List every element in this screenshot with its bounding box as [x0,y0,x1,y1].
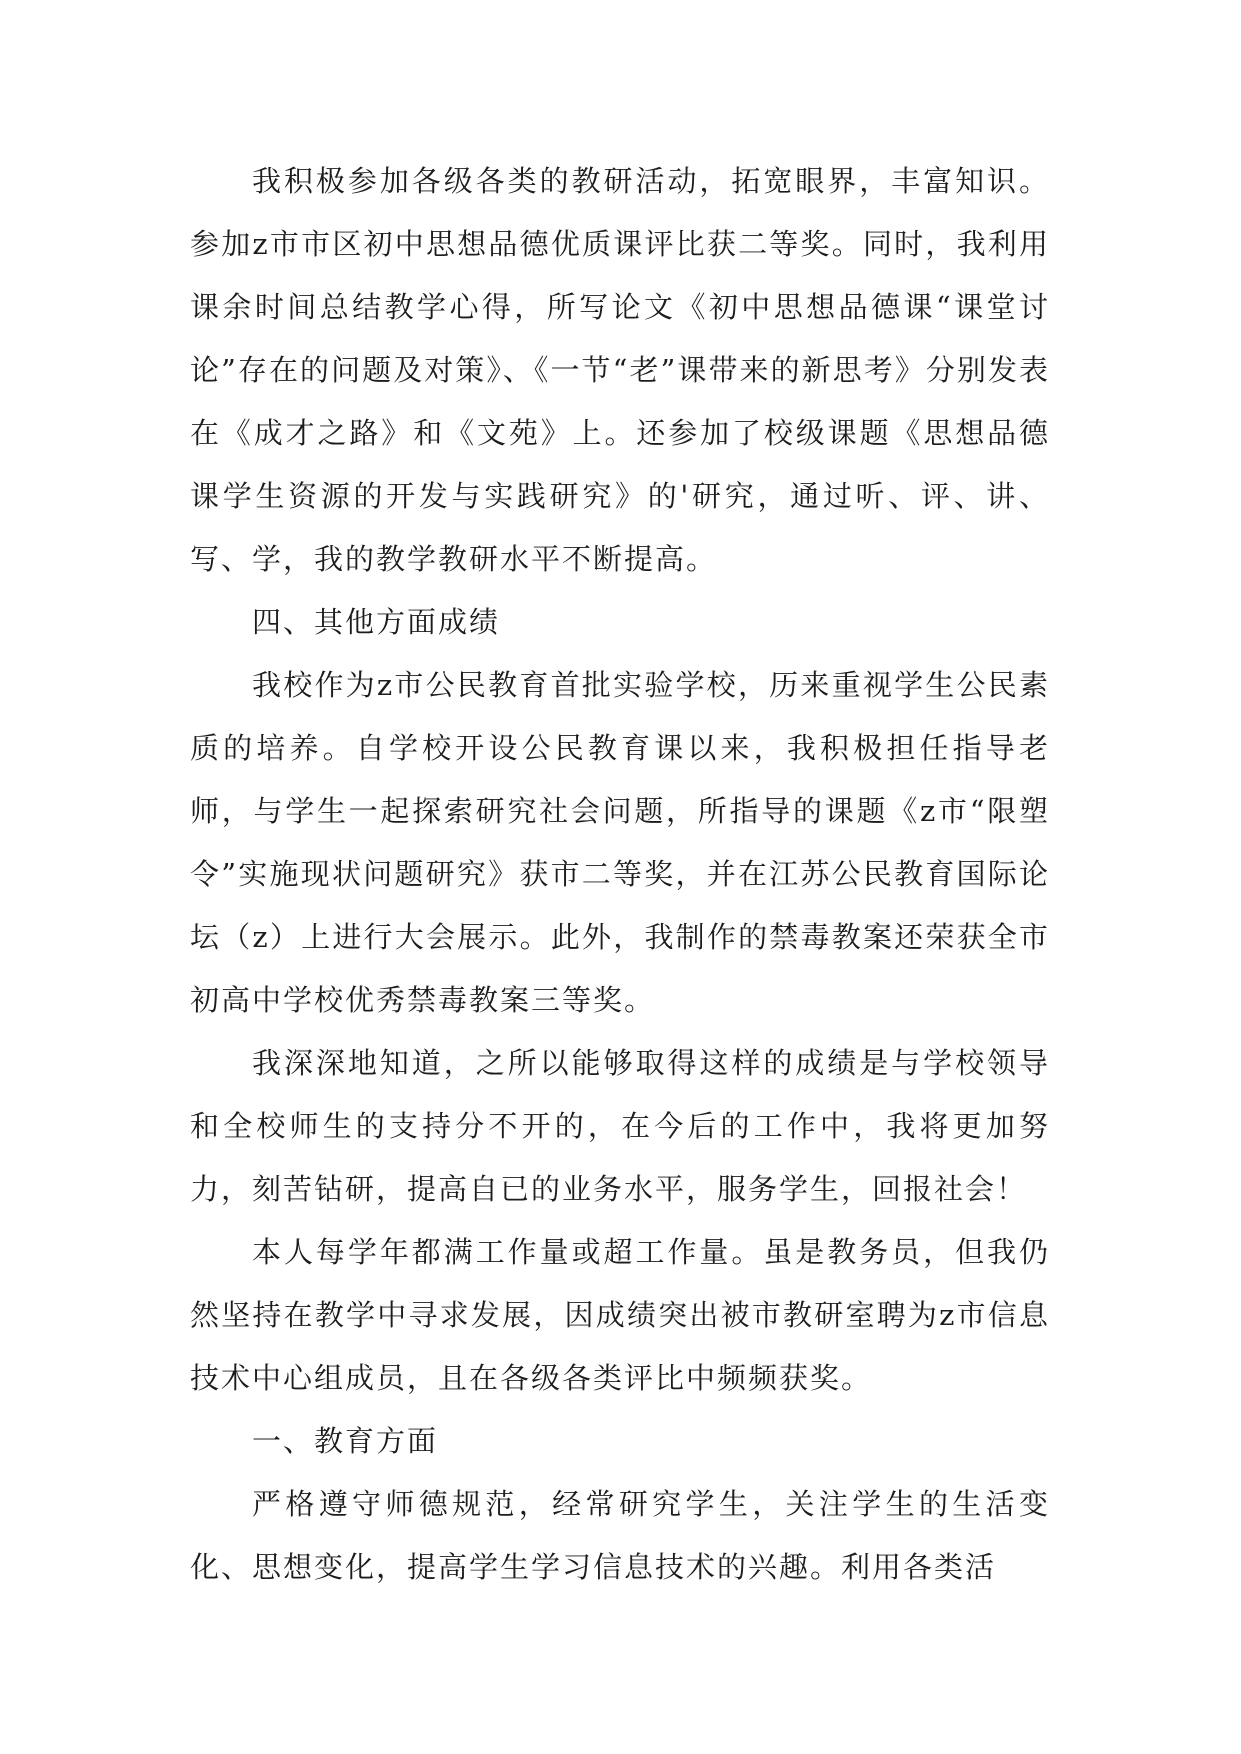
paragraph-research-activities: 我积极参加各级各类的教研活动，拓宽眼界，丰富知识。参加z市市区初中思想品德优质课评比获二等奖。同时，我利用课余时间总结教学心得，所写论文《初中思想品德课“课堂讨论”存在的问题及对策》、《一节“老”课带来的新思考》分别发表在《成才之路》和《文苑》上。还参加了校级课题《思想品德课学生资源的开发与实践研究》的'研究，通过听、评、讲、写、学，我的教学教研水平不断提高。 [190,164,1050,576]
paragraph-gratitude: 我深深地知道，之所以能够取得这样的成绩是与学校领导和全校师生的支持分不开的，在今后的工作中，我将更加努力，刻苦钻研，提高自已的业务水平，服务学生，回报社会！ [190,1046,1050,1206]
document-body [190,150,1050,1599]
section-heading-other-achievements: 四、其他方面成绩 [252,605,501,639]
paragraph-teacher-ethics: 严格遵守师德规范，经常研究学生，关注学生的生活变化、思想变化，提高学生学习信息技术的兴趣。利用各类活 [190,1487,1050,1584]
paragraph-workload: 本人每学年都满工作量或超工作量。虽是教务员，但我仍然坚持在教学中寻求发展，因成绩突出被市教研室聘为z市信息技术中心组成员，且在各级各类评比中频频获奖。 [190,1235,1050,1395]
section-heading-education: 一、教育方面 [252,1424,439,1458]
paragraph-civic-education: 我校作为z市公民教育首批实验学校，历来重视学生公民素质的培养。自学校开设公民教育课以来，我积极担任指导老师，与学生一起探索研究社会问题，所指导的课题《z市“限塑令”实施现状问题研究》获市二等奖，并在江苏公民教育国际论坛（z）上进行大会展示。此外，我制作的禁毒教案还荣获全市初高中学校优秀禁毒教案三等奖。 [190,668,1050,1017]
